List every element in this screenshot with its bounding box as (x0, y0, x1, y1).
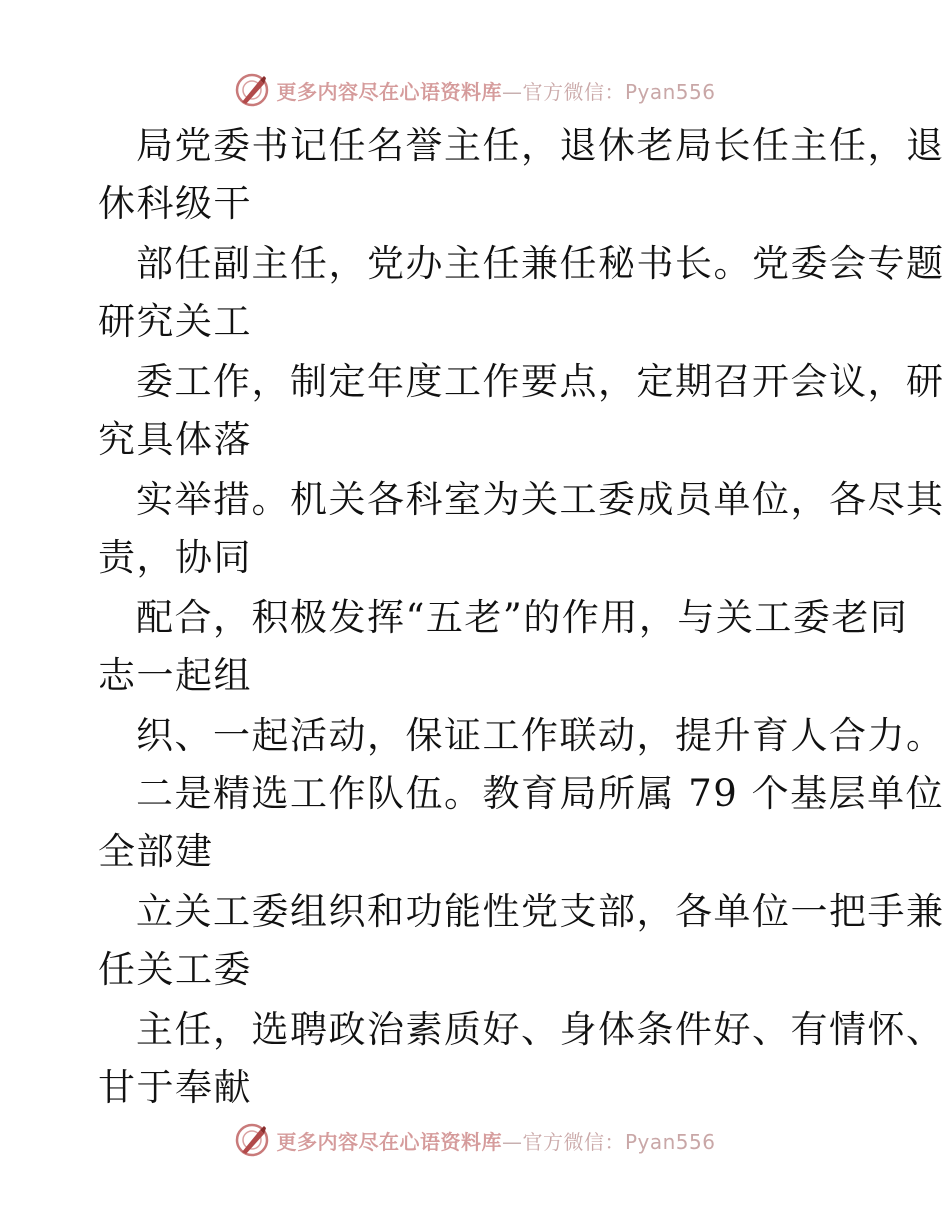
text-line: 责，协同 (98, 536, 252, 579)
watermark-wechat: 官方微信：Pyan556 (522, 1129, 716, 1154)
text-line: 全部建 (98, 830, 214, 873)
watermark-main: 更多内容尽在心语资料库 (276, 79, 502, 104)
text-line: 究具体落 (98, 418, 252, 461)
quill-logo-icon (234, 72, 270, 108)
text-line: 立关工委组织和功能性党支部，各单位一把手兼 (136, 890, 945, 933)
watermark-text (276, 76, 715, 105)
watermark-main: 更多内容尽在心语资料库 (276, 1129, 502, 1154)
text-line: 二是精选工作队伍。教育局所属 79 个基层单位 (136, 772, 945, 815)
watermark-text (276, 1126, 715, 1155)
footer-watermark (0, 1120, 950, 1160)
text-line: 配合，积极发挥“五老”的作用，与关工委老同 (136, 596, 909, 639)
watermark-dash: — (501, 1129, 523, 1154)
watermark-wechat: 官方微信：Pyan556 (522, 79, 716, 104)
text-line: 志一起组 (98, 654, 252, 697)
header-watermark (0, 70, 950, 110)
text-line: 部任副主任，党办主任兼任秘书长。党委会专题 (136, 242, 945, 285)
text-line: 织、一起活动，保证工作联动，提升育人合力。 (136, 714, 945, 757)
watermark-dash: — (501, 79, 523, 104)
quill-logo-icon (234, 1122, 270, 1158)
text-line: 任关工委 (98, 948, 252, 991)
text-line: 局党委书记任名誉主任，退休老局长任主任，退 (136, 124, 945, 167)
text-line: 委工作，制定年度工作要点，定期召开会议，研 (136, 360, 945, 403)
text-line: 主任，选聘政治素质好、身体条件好、有情怀、 (136, 1008, 945, 1051)
text-line: 休科级干 (98, 182, 252, 225)
text-line: 实举措。机关各科室为关工委成员单位，各尽其 (136, 478, 945, 521)
text-line: 研究关工 (98, 300, 252, 343)
text-line: 甘于奉献 (98, 1066, 252, 1109)
